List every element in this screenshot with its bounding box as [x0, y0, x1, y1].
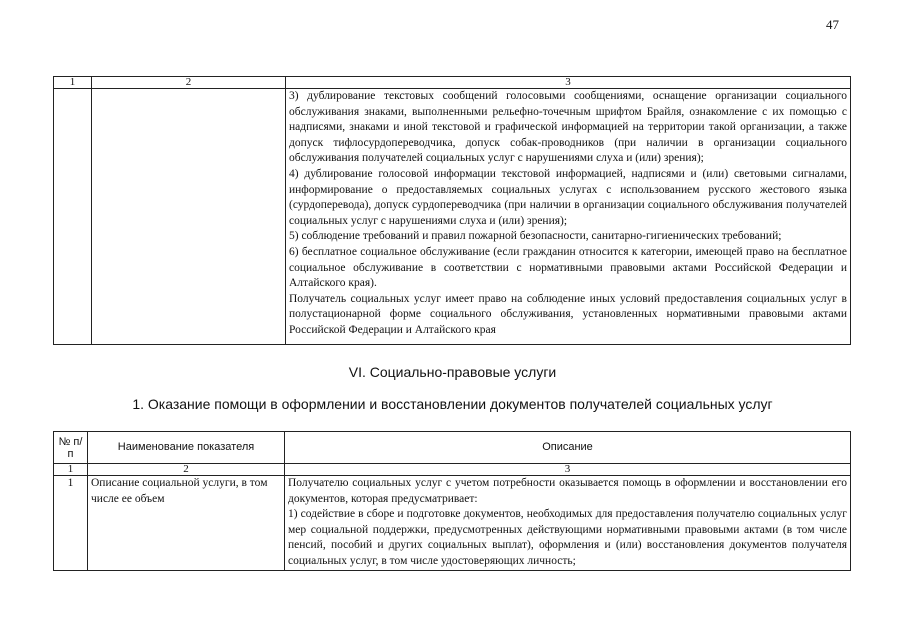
- service-table: [53, 431, 851, 571]
- paragraph-rights: Получатель социальных услуг имеет право на соблюдение иных условий предоставления социальных услуг в полустационарной форме социального обслуживания, установленных нормативными правовыми актами Российской Федерации и Алтайского края: [289, 292, 847, 336]
- paragraph-item-3: 3) дублирование текстовых сообщений голосовыми сообщениями, оснащение организации социального обслуживания знаками, выполненными рельефно-точечным шрифтом Брайля, ознакомление с их помощью с надписями, знаками и иной текстовой и графической информацией на территории такой организации, а также допуск тифлосурдопереводчика, допуск собак-проводников (при наличии в организации социального обслуживания получателей социальных услуг с нарушениями слуха и (или) зрения);: [289, 90, 847, 165]
- header-row: [54, 432, 851, 464]
- row-number-cell: 1: [54, 476, 88, 571]
- paragraph-intro: Получателю социальных услуг с учетом потребности оказывается помощь в оформлении и восстановлении его документов, которая предусматривает:: [288, 477, 847, 505]
- column-number-1: 1: [54, 77, 92, 89]
- column-number-3: 3: [286, 77, 851, 89]
- table-row: [54, 89, 851, 345]
- indicator-cell: Описание социальной услуги, в том числе ее объем: [88, 476, 285, 571]
- header-indicator: Наименование показателя: [88, 432, 285, 464]
- paragraph-item-1: 1) содействие в сборе и подготовке документов, необходимых для предоставления получателю социальных услуг мер социальной поддержки, предусмотренных действующими нормативными правовыми актами (в том числе пенсий, пособий и других социальных выплат), оформления и (или) восстановления документов получателя социальных услуг, в том числе удостоверяющих личность;: [288, 508, 847, 567]
- description-cell: [286, 89, 851, 345]
- table-row: [54, 476, 851, 571]
- column-number-2: 2: [92, 77, 286, 89]
- column-number-1: 1: [54, 464, 88, 476]
- column-number-3: 3: [285, 464, 851, 476]
- header-description: Описание: [285, 432, 851, 464]
- page-number: 47: [826, 17, 839, 32]
- column-number-row: [54, 464, 851, 476]
- paragraph-item-4: 4) дублирование голосовой информации текстовой информацией, надписями и (или) световыми сигналами, информирование о предоставляемых социальных услугах с использованием русского жестового языка (сурдоперевода), допуск сурдопереводчика (при наличии в организации социального обслуживания получателей социальных услуг с нарушениями слуха и (или) зрения);: [289, 167, 847, 227]
- paragraph-item-5: 5) соблюдение требований и правил пожарной безопасности, санитарно-гигиенических требований;: [289, 230, 782, 243]
- column-number-row: [54, 77, 851, 89]
- column-number-2: 2: [88, 464, 285, 476]
- conditions-table: [53, 76, 851, 345]
- subsection-title: 1. Оказание помощи в оформлении и восстановлении документов получателей социальных услуг: [132, 396, 773, 412]
- section-title: VI. Социально-правовые услуги: [348, 364, 557, 380]
- row-number-cell: [54, 89, 92, 345]
- paragraph-item-6: 6) бесплатное социальное обслуживание (если гражданин относится к категории, имеющей право на бесплатное социальное обслуживание в соответствии с нормативными правовыми актами Российской Федерации и Алтайского края).: [289, 245, 847, 290]
- indicator-cell: [92, 89, 286, 345]
- description-cell: [285, 476, 851, 571]
- header-num: № п/п: [54, 432, 88, 464]
